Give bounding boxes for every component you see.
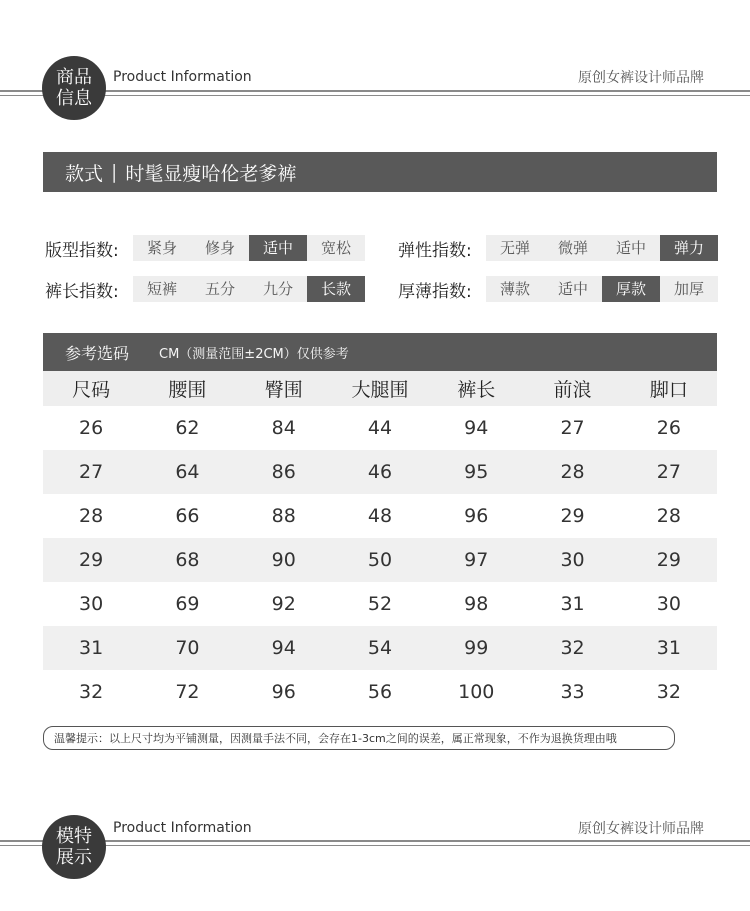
brand-tagline: 原创女裤设计师品牌 bbox=[578, 821, 704, 837]
table-cell: 69 bbox=[175, 593, 200, 615]
column-header: 脚口 bbox=[649, 379, 688, 401]
style-title-bar bbox=[43, 152, 717, 192]
badge-line-2: 信息 bbox=[56, 88, 92, 109]
table-cell: 70 bbox=[175, 637, 200, 659]
table-cell: 96 bbox=[464, 505, 489, 527]
option-no-stretch: 无弹 bbox=[499, 239, 530, 257]
table-cell: 48 bbox=[367, 505, 393, 527]
table-cell: 68 bbox=[175, 549, 200, 571]
table-cell: 64 bbox=[175, 461, 200, 483]
table-cell: 29 bbox=[79, 549, 104, 571]
table-cell: 30 bbox=[656, 593, 681, 615]
table-cell: 62 bbox=[175, 417, 200, 439]
section-header-product-info bbox=[0, 50, 750, 130]
option-slim: 修身 bbox=[204, 239, 235, 257]
option-long-selected: 长款 bbox=[307, 276, 365, 302]
elasticity-index-label: 弹性指数: bbox=[398, 240, 472, 261]
table-cell: 31 bbox=[560, 593, 585, 615]
table-row bbox=[43, 582, 717, 626]
table-row bbox=[43, 450, 717, 494]
option-slight-stretch: 微弹 bbox=[557, 239, 588, 257]
divider bbox=[0, 90, 750, 92]
divider bbox=[0, 95, 750, 96]
option-shorts: 短裤 bbox=[146, 280, 177, 298]
column-header: 大腿围 bbox=[351, 379, 409, 401]
table-cell: 86 bbox=[271, 461, 296, 483]
table-cell: 32 bbox=[560, 637, 585, 659]
divider bbox=[0, 845, 750, 846]
table-cell: 54 bbox=[367, 637, 393, 659]
option-thick-selected: 厚款 bbox=[602, 276, 660, 302]
table-cell: 29 bbox=[560, 505, 585, 527]
style-value: 时髦显瘦哈伦老爹裤 bbox=[125, 162, 297, 185]
length-index-label: 裤长指数: bbox=[45, 281, 119, 302]
option-regular-selected: 适中 bbox=[249, 235, 307, 261]
table-row bbox=[43, 406, 717, 450]
column-header: 尺码 bbox=[72, 379, 111, 401]
table-cell: 28 bbox=[656, 505, 681, 527]
table-cell: 31 bbox=[656, 637, 681, 659]
size-table-title: 参考选码 bbox=[65, 343, 130, 363]
section-subtitle: Product Information bbox=[113, 820, 252, 836]
fit-index-options bbox=[133, 235, 365, 261]
table-cell: 32 bbox=[656, 681, 681, 703]
table-cell: 52 bbox=[367, 593, 393, 615]
section-badge bbox=[42, 56, 106, 120]
fit-index-row bbox=[45, 235, 365, 261]
table-cell: 90 bbox=[271, 549, 296, 571]
table-cell: 28 bbox=[79, 505, 104, 527]
size-table bbox=[43, 371, 717, 714]
option-loose: 宽松 bbox=[320, 239, 351, 257]
table-cell: 95 bbox=[464, 461, 489, 483]
column-header: 裤长 bbox=[457, 379, 496, 401]
option-medium: 适中 bbox=[615, 239, 646, 257]
option-ninth: 九分 bbox=[262, 280, 293, 298]
table-cell: 98 bbox=[464, 593, 489, 615]
elasticity-index-row bbox=[398, 235, 718, 261]
table-cell: 32 bbox=[79, 681, 104, 703]
size-table-header bbox=[43, 333, 717, 371]
column-header: 腰围 bbox=[168, 379, 207, 401]
thickness-index-options bbox=[486, 276, 718, 302]
column-header: 前浪 bbox=[553, 379, 592, 401]
table-row bbox=[43, 670, 717, 714]
table-cell: 30 bbox=[79, 593, 104, 615]
table-cell: 30 bbox=[560, 549, 585, 571]
table-cell: 100 bbox=[458, 681, 495, 703]
length-index-row bbox=[45, 276, 365, 302]
table-cell: 26 bbox=[79, 417, 104, 439]
table-cell: 27 bbox=[560, 417, 585, 439]
table-cell: 31 bbox=[79, 637, 104, 659]
table-cell: 27 bbox=[79, 461, 104, 483]
option-tight: 紧身 bbox=[146, 239, 177, 257]
elasticity-index-options bbox=[486, 235, 718, 261]
length-index-options bbox=[133, 276, 365, 302]
option-half: 五分 bbox=[204, 280, 235, 298]
section-subtitle: Product Information bbox=[113, 69, 252, 85]
column-header: 臀围 bbox=[264, 379, 303, 401]
section-header-model-display bbox=[0, 800, 750, 880]
table-cell: 27 bbox=[656, 461, 681, 483]
table-cell: 88 bbox=[271, 505, 296, 527]
table-cell: 92 bbox=[271, 593, 296, 615]
table-cell: 84 bbox=[271, 417, 296, 439]
option-stretch-selected: 弹力 bbox=[660, 235, 718, 261]
badge-line-1: 商品 bbox=[56, 67, 92, 88]
table-cell: 94 bbox=[464, 417, 489, 439]
thickness-index-row bbox=[398, 276, 718, 302]
style-label: 款式 bbox=[65, 162, 104, 185]
table-cell: 72 bbox=[175, 681, 200, 703]
section-badge bbox=[42, 815, 106, 879]
table-cell: 99 bbox=[464, 637, 489, 659]
table-cell: 46 bbox=[367, 461, 393, 483]
thickness-index-label: 厚薄指数: bbox=[398, 281, 472, 302]
table-cell: 33 bbox=[560, 681, 585, 703]
table-body bbox=[43, 406, 717, 714]
badge-line-1: 模特 bbox=[56, 826, 92, 847]
size-table-subtitle: CM（测量范围±2CM）仅供参考 bbox=[159, 346, 349, 362]
table-column-headers bbox=[43, 371, 717, 406]
table-cell: 29 bbox=[656, 549, 681, 571]
table-row bbox=[43, 494, 717, 538]
table-cell: 56 bbox=[367, 681, 393, 703]
table-cell: 66 bbox=[175, 505, 200, 527]
option-thin: 薄款 bbox=[499, 280, 530, 298]
table-cell: 50 bbox=[367, 549, 393, 571]
table-row bbox=[43, 626, 717, 670]
table-cell: 97 bbox=[464, 549, 489, 571]
measurement-tip: 温馨提示：以上尺寸均为平铺测量，因测量手法不同，会存在1-3cm之间的误差，属正常现象，不作为退换货理由哦 bbox=[43, 726, 675, 750]
fit-index-label: 版型指数: bbox=[45, 240, 119, 261]
style-separator: | bbox=[111, 161, 118, 183]
table-row bbox=[43, 538, 717, 582]
table-cell: 94 bbox=[271, 637, 296, 659]
table-cell: 44 bbox=[367, 417, 393, 439]
brand-tagline: 原创女裤设计师品牌 bbox=[578, 70, 704, 86]
table-cell: 96 bbox=[271, 681, 296, 703]
divider bbox=[0, 840, 750, 842]
option-extra-thick: 加厚 bbox=[673, 280, 704, 298]
table-cell: 28 bbox=[560, 461, 585, 483]
badge-line-2: 展示 bbox=[56, 847, 92, 868]
table-cell: 26 bbox=[656, 417, 681, 439]
option-medium: 适中 bbox=[557, 280, 588, 298]
